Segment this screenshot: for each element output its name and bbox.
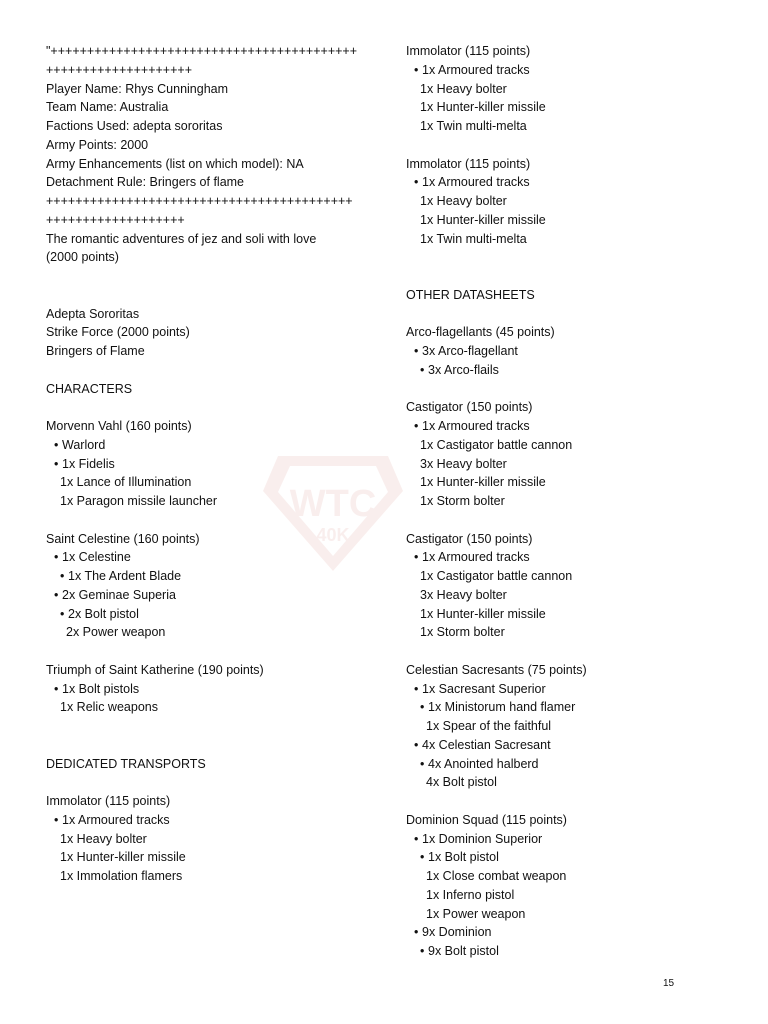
blank-line — [46, 642, 366, 661]
blank-line — [406, 380, 726, 399]
svg-text:40K: 40K — [316, 525, 350, 545]
bullet-item: • 1x Bolt pistols — [46, 680, 366, 699]
text-line: CHARACTERS — [46, 381, 133, 396]
indented-item: 1x Hunter-killer missile — [420, 100, 546, 115]
indented-item: 1x Twin multi-melta — [420, 119, 527, 133]
bullet-item: • 4x Celestian Sacresant — [406, 736, 726, 755]
indented-item: 1x Castigator battle cannon — [420, 569, 573, 583]
blank-line — [46, 511, 366, 530]
indented-item: 1x Close combat weapon — [426, 869, 567, 883]
blank-line — [46, 286, 366, 305]
indented-item: 1x Heavy bolter — [60, 831, 147, 846]
blank-line — [406, 792, 726, 811]
right-column — [406, 42, 726, 961]
indented-item: 1x Hunter-killer missile — [420, 606, 546, 621]
text-line: Arco-flagellants (45 points) — [406, 325, 555, 340]
bullet-item: • 9x Bolt pistol — [406, 942, 726, 961]
blank-line — [46, 398, 366, 417]
indented-item: 1x Immolation flamers — [60, 869, 183, 883]
bullet-item: • 1x The Ardent Blade — [46, 567, 366, 586]
bullet-item: • 9x Dominion — [406, 923, 726, 942]
indented-item: 1x Storm bolter — [420, 494, 505, 508]
blank-line — [46, 736, 366, 755]
text-line: ++++++++++++++++++++++++++++++++++++++++++ — [46, 194, 353, 208]
text-line: Bringers of Flame — [46, 344, 145, 358]
text-line: +++++++++++++++++++ — [46, 212, 185, 227]
text-line: Dominion Squad (115 points) — [406, 812, 567, 827]
text-line: Player Name: Rhys Cunningham — [46, 81, 229, 96]
blank-line — [406, 267, 726, 286]
blank-line — [406, 248, 726, 267]
indented-item: 1x Spear of the faithful — [426, 719, 552, 733]
bullet-item: • 1x Bolt pistol — [406, 848, 726, 867]
blank-line — [46, 267, 366, 286]
indented-item: 1x Paragon missile launcher — [60, 494, 218, 508]
bullet-item: • 1x Armoured tracks — [406, 548, 726, 567]
text-line: Army Points: 2000 — [46, 137, 149, 152]
bullet-item: • Warlord — [46, 436, 366, 455]
text-line: Team Name: Australia — [46, 100, 169, 115]
bullet-item: • 1x Celestine — [46, 548, 366, 567]
text-line: Adepta Sororitas — [46, 306, 140, 321]
left-column — [46, 42, 366, 886]
indented-item: 1x Twin multi-melta — [420, 231, 527, 246]
text-line: Celestian Sacresants (75 points) — [406, 662, 587, 677]
text-line: Strike Force (2000 points) — [46, 325, 190, 340]
bullet-item: • 1x Armoured tracks — [406, 61, 726, 80]
indented-item: 2x Power weapon — [66, 625, 166, 640]
text-line: Castigator (150 points) — [406, 400, 533, 415]
text-line: ++++++++++++++++++++ — [46, 62, 192, 77]
indented-item: 1x Castigator battle cannon — [420, 437, 573, 452]
indented-item: 1x Hunter-killer missile — [60, 850, 186, 865]
bullet-item: • 1x Ministorum hand flamer — [406, 698, 726, 717]
indented-item: 1x Inferno pistol — [426, 887, 515, 902]
text-line: "++++++++++++++++++++++++++++++++++++++++++ — [46, 44, 358, 58]
bullet-item: • 1x Dominion Superior — [406, 830, 726, 849]
page-number: 15 — [663, 978, 675, 989]
bullet-item: • 1x Armoured tracks — [406, 417, 726, 436]
text-line: Saint Celestine (160 points) — [46, 531, 200, 546]
text-line: Triumph of Saint Katherine (190 points) — [46, 662, 264, 677]
text-line: Factions Used: adepta sororitas — [46, 119, 223, 133]
bullet-item: • 2x Geminae Superia — [46, 586, 366, 605]
indented-item: 4x Bolt pistol — [426, 775, 497, 790]
text-line: Morvenn Vahl (160 points) — [46, 419, 192, 433]
indented-item: 1x Hunter-killer missile — [420, 212, 546, 227]
indented-item: 3x Heavy bolter — [420, 456, 507, 471]
text-line: Castigator (150 points) — [406, 531, 533, 546]
indented-item: 3x Heavy bolter — [420, 587, 507, 602]
blank-line — [406, 136, 726, 155]
indented-item: 1x Hunter-killer missile — [420, 475, 546, 490]
text-line: DEDICATED TRANSPORTS — [46, 756, 206, 771]
indented-item: 1x Heavy bolter — [420, 194, 507, 208]
svg-text:WTC: WTC — [289, 483, 377, 525]
text-line: The romantic adventures of jez and soli with love — [46, 231, 317, 246]
bullet-item: • 3x Arco-flagellant — [406, 342, 726, 361]
text-line: Army Enhancements (list on which model): NA — [46, 156, 304, 171]
blank-line — [46, 773, 366, 792]
blank-line — [406, 511, 726, 530]
indented-item: 1x Heavy bolter — [420, 81, 507, 96]
bullet-item: • 4x Anointed halberd — [406, 755, 726, 774]
blank-line — [46, 361, 366, 380]
text-line: Immolator (115 points) — [46, 794, 171, 808]
indented-item: 1x Lance of Illumination — [60, 475, 192, 490]
bullet-item: • 3x Arco-flails — [406, 361, 726, 380]
indented-item: 1x Relic weapons — [60, 700, 158, 715]
text-line: Immolator (115 points) — [406, 44, 531, 58]
bullet-item: • 1x Sacresant Superior — [406, 680, 726, 699]
bullet-item: • 1x Armoured tracks — [46, 811, 366, 830]
bullet-item: • 2x Bolt pistol — [46, 605, 366, 624]
text-line: OTHER DATASHEETS — [406, 287, 535, 302]
blank-line — [46, 717, 366, 736]
text-line: (2000 points) — [46, 250, 119, 265]
blank-line — [406, 305, 726, 324]
bullet-item: • 1x Armoured tracks — [406, 173, 726, 192]
text-line: Detachment Rule: Bringers of flame — [46, 175, 245, 190]
indented-item: 1x Storm bolter — [420, 625, 505, 640]
text-line: Immolator (115 points) — [406, 156, 531, 171]
bullet-item: • 1x Fidelis — [46, 455, 366, 474]
blank-line — [406, 642, 726, 661]
indented-item: 1x Power weapon — [426, 906, 526, 921]
